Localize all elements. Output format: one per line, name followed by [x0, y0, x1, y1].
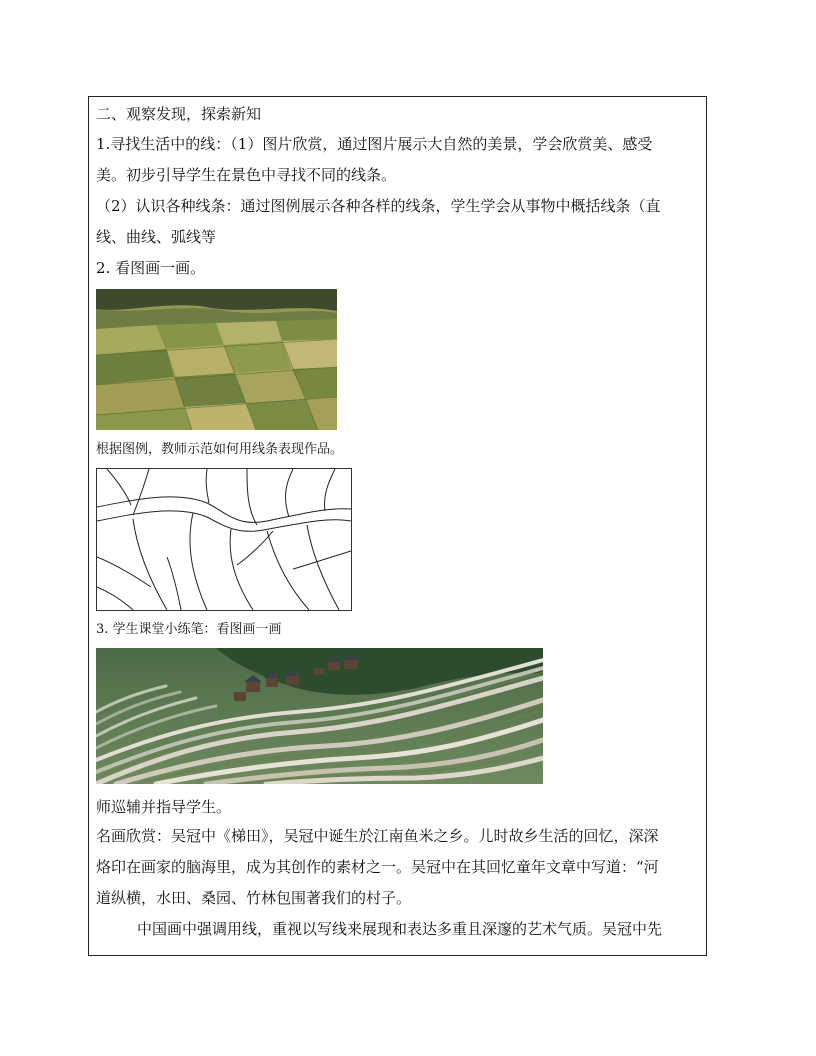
guide-text: 师巡辅并指导学生。	[96, 798, 232, 816]
para3-line3: 道纵横，水田、桑园、竹林包围著我们的村子。	[96, 889, 412, 907]
demo-caption: 根据图例，教师示范如何用线条表现作品。	[96, 442, 344, 457]
para3-line1: 名画欣赏：吴冠中《梯田》，吴冠中诞生於江南鱼米之乡。儿时故乡生活的回忆，深深	[96, 827, 659, 845]
line-drawing-example	[96, 468, 352, 611]
para2-line1: （2）认识各种线条：通过图例展示各种各样的线条，学生学会从事物中概括线条（直	[96, 197, 661, 215]
step3-heading: 3. 学生课堂小练笔：看图画一画	[96, 622, 282, 637]
para3-line2: 烙印在画家的脑海里，成为其创作的素材之一。吴冠中在其回忆童年文章中写道：“河	[96, 858, 659, 876]
fields-photo	[96, 289, 337, 430]
para1-line1: 1.寻找生活中的线：（1）图片欣赏，通过图片展示大自然的美景，学会欣赏美、感受	[96, 135, 653, 153]
lesson-content-box	[88, 96, 707, 956]
para4-line1: 中国画中强调用线，重视以写线来展现和表达多重且深邃的艺术气质。吴冠中先	[137, 920, 663, 938]
terraces-photo	[96, 648, 543, 784]
para1-line2: 美。初步引导学生在景色中寻找不同的线条。	[96, 166, 397, 184]
para2-line2: 线、曲线、弧线等	[96, 228, 217, 246]
step2-heading: 2. 看图画一画。	[96, 259, 206, 277]
section-title: 二、观察发现，探索新知	[96, 105, 262, 123]
